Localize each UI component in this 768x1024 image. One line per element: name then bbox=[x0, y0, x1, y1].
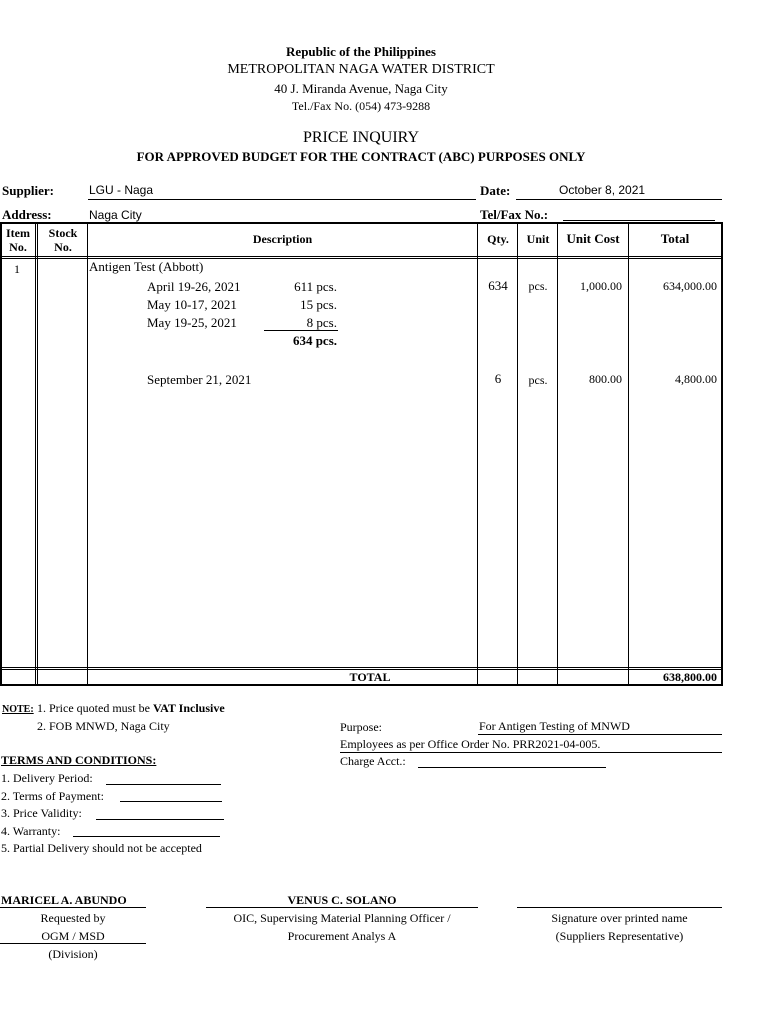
header-unit-cost: Unit Cost bbox=[566, 231, 620, 246]
supplier-label: Supplier: bbox=[2, 183, 55, 198]
republic-label: Republic of the Philippines bbox=[286, 44, 436, 59]
header-stock-no-line1: Stock bbox=[48, 226, 78, 240]
signatory-1-division: (Division) bbox=[48, 947, 98, 961]
date-value-text: October 8, 2021 bbox=[559, 183, 646, 197]
table-col-divider bbox=[35, 222, 36, 686]
supplier-value bbox=[88, 183, 476, 200]
signatory-2-line bbox=[206, 907, 478, 908]
date-value bbox=[516, 183, 722, 200]
signatory-1-office-line bbox=[0, 943, 146, 944]
term-delivery-period-blank bbox=[106, 784, 221, 785]
breakdown-total: 634 pcs. bbox=[292, 333, 337, 348]
item-name: Antigen Test (Abbott) bbox=[89, 259, 204, 274]
charge-account-blank-line bbox=[418, 767, 606, 768]
signatory-1-office: OGM / MSD bbox=[41, 929, 105, 943]
row2-total: 4,800.00 bbox=[675, 372, 717, 386]
row2-period: September 21, 2021 bbox=[147, 372, 252, 387]
address-label: Address: bbox=[2, 207, 52, 222]
charge-account-label: Charge Acct.: bbox=[340, 754, 406, 768]
supplier-signature-caption: Signature over printed name bbox=[551, 911, 688, 925]
header-stock-no bbox=[38, 226, 88, 254]
signatory-1-role: Requested by bbox=[40, 911, 106, 925]
row1-unit-cost: 1,000.00 bbox=[580, 279, 622, 293]
breakdown-qty-3: 8 pcs. bbox=[306, 315, 337, 330]
header-total: Total bbox=[660, 231, 690, 246]
signatory-1-line bbox=[0, 907, 146, 908]
header-stock-no-line2: No. bbox=[54, 240, 72, 254]
row2-unit: pcs. bbox=[528, 373, 548, 387]
purpose-value-line2-text: Employees as per Office Order No. PRR2021-04-005. bbox=[340, 737, 601, 751]
row2-unit-cost: 800.00 bbox=[589, 372, 622, 386]
supplier-signature-line bbox=[517, 907, 722, 908]
supplier-representative-caption: (Suppliers Representative) bbox=[555, 929, 684, 943]
term-delivery-period: 1. Delivery Period: bbox=[1, 771, 93, 785]
row1-total: 634,000.00 bbox=[663, 279, 717, 293]
header-item-no-line2: No. bbox=[9, 240, 27, 254]
signatory-2-name: VENUS C. SOLANO bbox=[287, 893, 397, 907]
row1-unit: pcs. bbox=[528, 279, 548, 293]
telfax-blank-line bbox=[563, 220, 715, 221]
note-1-bold: VAT Inclusive bbox=[152, 701, 225, 715]
note-label: NOTE: bbox=[2, 704, 34, 715]
purpose-value-line1 bbox=[478, 719, 722, 735]
breakdown-qty-2: 15 pcs. bbox=[300, 297, 337, 312]
term-price-validity: 3. Price Validity: bbox=[1, 806, 82, 820]
terms-title: TERMS AND CONDITIONS: bbox=[1, 753, 157, 767]
table-col-divider bbox=[37, 222, 38, 686]
breakdown-period-3: May 19-25, 2021 bbox=[147, 315, 237, 330]
row2-qty: 6 bbox=[494, 371, 502, 386]
purpose-label: Purpose: bbox=[340, 720, 382, 734]
document-title: PRICE INQUIRY bbox=[302, 129, 419, 146]
term-warranty: 4. Warranty: bbox=[1, 824, 61, 838]
term-payment-blank bbox=[120, 801, 222, 802]
date-label: Date: bbox=[480, 183, 511, 198]
header-description: Description bbox=[252, 232, 313, 246]
row1-qty: 634 bbox=[488, 278, 508, 293]
row1-item-no: 1 bbox=[14, 262, 20, 276]
purpose-value-line1-text: For Antigen Testing of MNWD bbox=[479, 719, 630, 733]
header-item-no bbox=[0, 226, 36, 254]
note-2: 2. FOB MNWD, Naga City bbox=[37, 719, 170, 733]
table-header-divider bbox=[0, 256, 723, 257]
telfax-label: Tel/Fax No.: bbox=[480, 207, 549, 222]
breakdown-period-1: April 19-26, 2021 bbox=[147, 279, 241, 294]
signatory-1-name: MARICEL A. ABUNDO bbox=[1, 893, 127, 907]
note-1-text: 1. Price quoted must be bbox=[37, 701, 153, 715]
header-unit: Unit bbox=[526, 232, 550, 246]
purpose-value-line2 bbox=[340, 737, 722, 753]
table-total-divider bbox=[0, 667, 723, 668]
header-item-no-line1: Item bbox=[6, 226, 30, 240]
note-1 bbox=[37, 701, 225, 716]
supplier-value-text: LGU - Naga bbox=[89, 183, 154, 197]
signatory-2-title: OIC, Supervising Material Planning Officer / bbox=[233, 911, 451, 925]
term-payment: 2. Terms of Payment: bbox=[1, 789, 104, 803]
document-subtitle: FOR APPROVED BUDGET FOR THE CONTRACT (ABC) PURPOSES ONLY bbox=[136, 149, 586, 164]
total-label: TOTAL bbox=[349, 670, 391, 684]
breakdown-qty-1: 611 pcs. bbox=[294, 279, 337, 294]
organization-telfax: Tel./Fax No. (054) 473-9288 bbox=[291, 99, 431, 113]
signatory-2-position: Procurement Analys A bbox=[287, 929, 397, 943]
organization-address: 40 J. Miranda Avenue, Naga City bbox=[274, 81, 448, 96]
address-value: Naga City bbox=[89, 208, 142, 222]
term-partial-delivery: 5. Partial Delivery should not be accepted bbox=[1, 841, 202, 855]
table-col-divider bbox=[87, 222, 88, 686]
breakdown-sum-line bbox=[264, 330, 338, 331]
organization-name: METROPOLITAN NAGA WATER DISTRICT bbox=[227, 62, 495, 77]
term-price-validity-blank bbox=[96, 819, 224, 820]
term-warranty-blank bbox=[73, 836, 220, 837]
header-qty: Qty. bbox=[487, 232, 509, 246]
grand-total: 638,800.00 bbox=[663, 670, 717, 684]
breakdown-period-2: May 10-17, 2021 bbox=[147, 297, 237, 312]
